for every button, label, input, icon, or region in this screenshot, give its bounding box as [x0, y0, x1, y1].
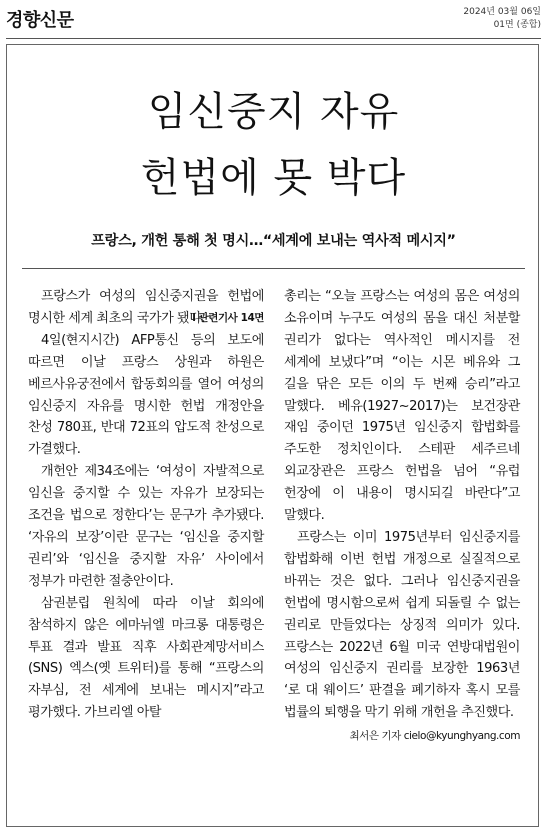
dateline: [463, 6, 541, 32]
paragraph: 4일(현지시간) AFP통신 등의 보도에 따르면 이날 프랑스 상원과 하원은 베르사유궁전에서 합동회의를 열어 여성의 임신중지 자유를 명시한 헌법 개정안을 찬성 780표, 반대 72표의 압도적 찬성으로 가결했다.: [28, 332, 264, 458]
article-column-right: [284, 286, 520, 748]
paragraph: 삼권분립 원칙에 따라 이날 회의에 참석하지 않은 에마뉘엘 마크롱 대통령은 투표 결과 발표 직후 사회관계망서비스(SNS) 엑스(옛 트위터)를 통해 “프랑스의 자부심, 전 세계에 보내는 메시지”라고 평가했다. 가브리엘 아탈: [28, 595, 264, 721]
masthead-rule: [6, 38, 541, 39]
headline-line-1: 임신중지 자유: [147, 89, 400, 135]
issue-date: 2024년 03월 06일: [463, 7, 541, 17]
page-section: 01면 (종합): [493, 20, 541, 30]
article-column-left: [28, 286, 264, 724]
paragraph: 프랑스가 여성의 임신중지권을 헌법에 명시한 세계 최초의 국가가 됐다.: [28, 289, 264, 326]
subhead-rule: [22, 268, 525, 269]
paragraph: 프랑스는 이미 1975년부터 임신중지를 합법화해 이번 헌법 개정으로 실질적으로 바뀌는 것은 없다. 그러나 임신중지권을 헌법에 명시함으로써 쉽게 되돌릴 수 없는 권리로 만들었다는 상징적 의미가 있다. 프랑스는 2022년 6월 미국 연방대법원이 여성의 임신중지 권리를 보장한 1963년 ‘로 대 웨이드’ 판결을 폐기하자 혹시 모를 법률의 퇴행을 막기 위해 개헌을 추진했다.: [284, 529, 520, 721]
byline: 최서은 기자 cielo@kyunghyang.com: [349, 730, 520, 743]
newspaper-logo: 경향신문: [6, 10, 74, 31]
subheadline: 프랑스, 개헌 통해 첫 명시…“세계에 보내는 역사적 메시지”: [91, 233, 456, 249]
paragraph: 총리는 “오늘 프랑스는 여성의 몸은 여성의 소유이며 누구도 여성의 몸을 대신 처분할 권리가 없다는 역사적인 메시지를 전 세계에 보냈다”며 “이는 시몬 베유와 그 길을 닦은 모든 이의 두 번째 승리”라고 말했다. 베유(1927~2017)는 보건장관 재임 중이던 1975년 임신중지 합법화를 주도한 정치인이다. 스테판 세주르네 외교장관은 프랑스 헌법을 넘어 “유럽 헌장에 이 내용이 명시되길 바란다”고 말했다.: [284, 289, 520, 524]
masthead: [0, 0, 547, 40]
headline-line-2: 헌법에 못 박다: [140, 155, 407, 201]
paragraph: 개헌안 제34조에는 ‘여성이 자발적으로 임신을 중지할 수 있는 자유가 보장되는 조건을 법으로 정한다’는 문구가 추가됐다. ‘자유의 보장’이란 문구는 ‘임신을 중지할 권리’와 ‘임신을 중지할 자유’ 사이에서 정부가 마련한 절충안이다.: [28, 464, 264, 589]
related-article-ref: l 관련기사 14면: [192, 311, 264, 324]
